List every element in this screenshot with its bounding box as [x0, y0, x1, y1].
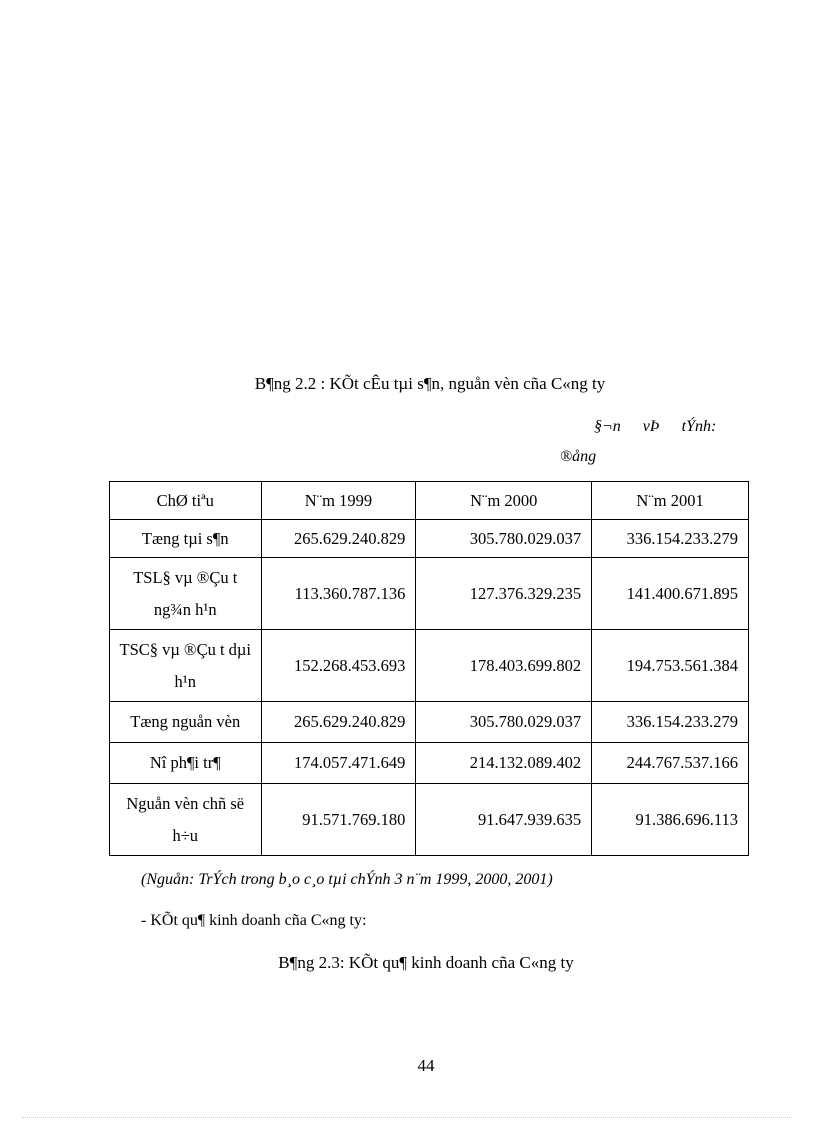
column-header: N¨m 2000 [416, 482, 592, 520]
table-row [110, 520, 749, 558]
cell-value: 174.057.471.649 [261, 743, 416, 784]
table-title: B¶ng 2.2 : KÕt cÊu tµi s¶n, nguån vèn cña C«ng ty [254, 374, 606, 393]
cell-value: 336.154.233.279 [592, 520, 749, 558]
table-row [110, 702, 749, 743]
row-label: Tæng nguån vèn [110, 702, 262, 743]
cell-value: 265.629.240.829 [261, 702, 416, 743]
cell-value: 214.132.089.402 [416, 743, 592, 784]
table-row [110, 558, 749, 630]
next-table-title: B¶ng 2.3: KÕt qu¶ kinh doanh cña C«ng ty [278, 953, 574, 972]
page-bottom-divider [22, 1117, 792, 1118]
row-label: TSL§ vµ ®Çu t ng¾n h¹n [110, 558, 262, 630]
row-label: Tæng tµi s¶n [110, 520, 262, 558]
table-row [110, 743, 749, 784]
cell-value: 127.376.329.235 [416, 558, 592, 630]
cell-value: 178.403.699.802 [416, 630, 592, 702]
table-row [110, 784, 749, 856]
unit-label: §¬n vÞ tÝnh: [594, 418, 717, 435]
balance-structure-table [109, 481, 749, 856]
page-number: 44 [417, 1056, 435, 1075]
table-row [110, 630, 749, 702]
row-label: Nguån vèn chñ së h÷u [110, 784, 262, 856]
row-label: TSC§ vµ ®Çu t dµi h¹n [110, 630, 262, 702]
cell-value: 141.400.671.895 [592, 558, 749, 630]
cell-value: 305.780.029.037 [416, 702, 592, 743]
source-note: (Nguån: TrÝch trong b¸o c¸o tµi chÝnh 3 n¨m 1999, 2000, 2001) [141, 871, 553, 888]
column-header: N¨m 1999 [261, 482, 416, 520]
section-bullet: - KÕt qu¶ kinh doanh cña C«ng ty: [141, 912, 367, 929]
column-header: ChØ tiªu [110, 482, 262, 520]
unit-value: ®ång [560, 448, 597, 465]
cell-value: 265.629.240.829 [261, 520, 416, 558]
cell-value: 152.268.453.693 [261, 630, 416, 702]
table-header-row [110, 482, 749, 520]
row-label: Nî ph¶i tr¶ [110, 743, 262, 784]
cell-value: 91.571.769.180 [261, 784, 416, 856]
cell-value: 113.360.787.136 [261, 558, 416, 630]
column-header: N¨m 2001 [592, 482, 749, 520]
cell-value: 194.753.561.384 [592, 630, 749, 702]
cell-value: 336.154.233.279 [592, 702, 749, 743]
cell-value: 91.386.696.113 [592, 784, 749, 856]
cell-value: 244.767.537.166 [592, 743, 749, 784]
cell-value: 91.647.939.635 [416, 784, 592, 856]
cell-value: 305.780.029.037 [416, 520, 592, 558]
